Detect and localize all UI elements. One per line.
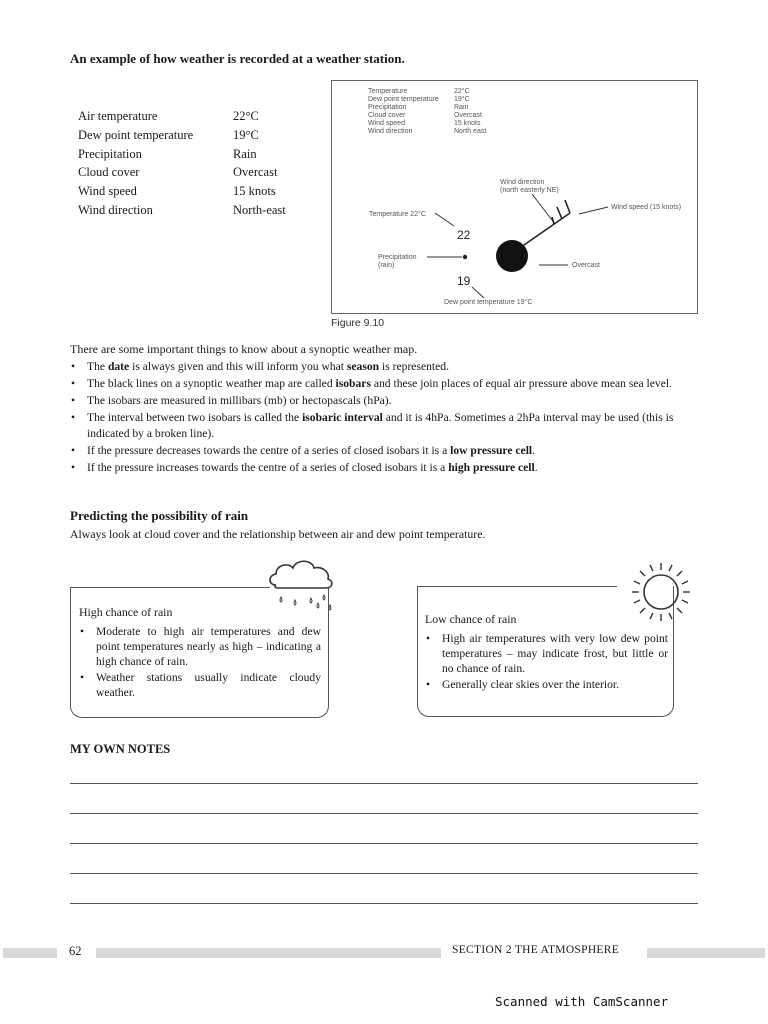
key-term: high pressure cell (448, 460, 535, 474)
precip-sub: (rain) (378, 262, 395, 269)
station-model-figure (331, 80, 698, 314)
observation-value: Rain (233, 146, 257, 161)
station-model-diagram (332, 81, 699, 315)
observation-value: Overcast (233, 165, 278, 180)
section-title: SECTION 2 THE ATMOSPHERE (452, 944, 620, 956)
synoptic-bullet: • The interval between two isobars is called the isobaric interval and it is 4hPa. Sometimes a 2hPa interval may be used (this is indicated by a broken line). (70, 410, 704, 441)
page-title: An example of how weather is recorded at a weather station. (70, 51, 405, 66)
low-card-list (424, 631, 668, 693)
legend-label: Temperature (368, 88, 408, 95)
page-number: 62 (69, 944, 82, 958)
high-card-title: High chance of rain (79, 605, 173, 619)
key-term: isobaric interval (302, 411, 383, 424)
observation-row (78, 163, 286, 182)
low-card-item: • High air temperatures with very low dew point temperatures – may indicate frost, but little or no chance of rain. (424, 631, 668, 676)
key-term: isobars (335, 377, 371, 390)
precipitation-dot (463, 255, 467, 259)
sun-icon (626, 560, 696, 624)
observation-value: 22°C (233, 109, 259, 123)
low-card-title: Low chance of rain (425, 612, 517, 626)
note-line (70, 843, 698, 844)
observation-row (78, 107, 286, 126)
wind-direction-sub: (north easterly NE) (500, 187, 559, 194)
precip-label: Precipitation (378, 254, 417, 261)
high-card-item: • Moderate to high air temperatures and dew point temperatures nearly as high – indicating a high chance of rain. (78, 624, 321, 669)
wind-direction-label: Wind direction (500, 179, 545, 186)
wind-direction-leader-line (532, 194, 555, 224)
legend-value: 15 knots (454, 120, 481, 127)
observation-value: 19°C (233, 127, 259, 142)
synoptic-bullets (70, 359, 704, 477)
rain-cloud-icon (266, 555, 338, 613)
legend-value: 19°C (454, 96, 470, 103)
key-term: low pressure cell (450, 443, 533, 457)
wind-barb (524, 200, 570, 245)
note-line (70, 903, 698, 904)
observation-label: Air temperature (78, 109, 158, 123)
dew-leader-line (472, 287, 484, 298)
footer-bar-right (647, 948, 765, 958)
note-line (70, 813, 698, 814)
rain-heading: Predicting the possibility of rain (70, 508, 249, 523)
observation-label: Cloud cover (78, 165, 140, 180)
note-line (70, 783, 698, 784)
observation-value: North-east (233, 202, 286, 217)
footer-bar-middle (96, 948, 441, 958)
low-card-item: • Generally clear skies over the interior. (424, 677, 668, 692)
observation-label: Dew point temperature (78, 127, 194, 142)
temperature-label: Temperature 22°C (369, 211, 426, 218)
overcast-label: Overcast (572, 262, 601, 269)
scanner-watermark: Scanned with CamScanner (495, 994, 669, 1009)
note-line (70, 873, 698, 874)
wind-speed-leader-line (579, 207, 608, 214)
observation-label: Wind speed (78, 184, 137, 199)
observation-label: Wind direction (78, 202, 153, 217)
legend-label: Precipitation (368, 104, 407, 111)
synoptic-bullet: • The isobars are measured in millibars (mb) or hectopascals (hPa). (70, 393, 704, 409)
high-card-item: • Weather stations usually indicate cloudy weather. (78, 670, 321, 700)
station-model-circle-icon (496, 240, 528, 272)
legend-value: 22°C (454, 88, 470, 95)
legend-label: Cloud cover (368, 112, 406, 119)
legend-label: Wind direction (368, 128, 413, 135)
synoptic-intro: There are some important things to know about a synoptic weather map. (70, 342, 418, 356)
wind-speed-label: Wind speed (15 knots) (611, 204, 682, 211)
dew-point-label: Dew point temperature 19°C (444, 299, 533, 306)
key-term: date (107, 360, 130, 373)
legend-value: Rain (454, 104, 469, 111)
rain-intro: Always look at cloud cover and the relationship between air and dew point temperature. (70, 527, 486, 541)
synoptic-bullet: • If the pressure decreases towards the centre of a series of closed isobars it is a low pressure cell. (70, 443, 704, 459)
observation-row (78, 182, 286, 201)
temp-value: 22 (457, 228, 471, 242)
legend-label: Wind speed (368, 120, 405, 127)
high-card-list (78, 624, 321, 701)
observation-value: 15 knots (233, 184, 276, 199)
figure-caption: Figure 9.10 (331, 317, 385, 329)
key-term: season (346, 360, 380, 373)
observation-row (78, 145, 286, 164)
temp-leader-line (435, 213, 454, 226)
notes-heading: MY OWN NOTES (70, 742, 171, 756)
legend-label: Dew point temperature (368, 96, 439, 103)
figure-legend (368, 87, 486, 135)
observation-row (78, 126, 286, 145)
legend-value: Overcast (454, 112, 483, 119)
observation-label: Precipitation (78, 146, 142, 161)
synoptic-bullet: • The date is always given and this will inform you what season is represented. (70, 359, 704, 375)
observations-table (78, 107, 286, 220)
footer-bar-left (3, 948, 57, 958)
synoptic-bullet: • If the pressure increases towards the centre of a series of closed isobars it is a high pressure cell. (70, 460, 704, 476)
dew-value: 19 (457, 274, 471, 288)
synoptic-bullet: • The black lines on a synoptic weather map are called isobars and these join places of equal air pressure above mean sea level. (70, 376, 704, 392)
legend-value: North east (454, 128, 487, 135)
observation-row (78, 201, 286, 220)
